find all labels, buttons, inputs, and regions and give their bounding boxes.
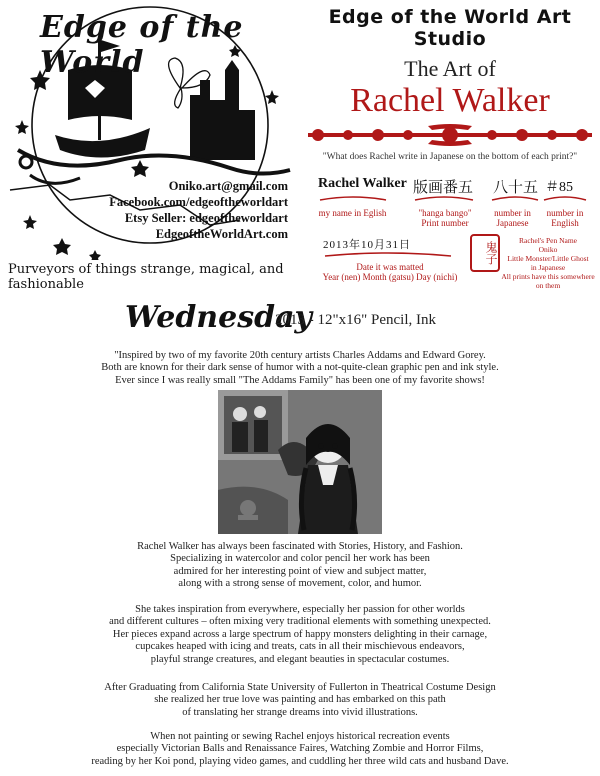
sig-en-number-label: number in English	[546, 208, 584, 228]
sig-date-underline	[323, 252, 453, 260]
art-of-label: The Art of	[404, 56, 496, 81]
sig-hanga-label: "hanga bango" Print number	[418, 208, 472, 228]
sig-en-number-word: ＃85	[545, 180, 573, 195]
sig-jp-number-underline	[490, 196, 540, 204]
studio-title: Edge of the World Art Studio	[328, 6, 572, 50]
contact-website[interactable]: EdgeoftheWorldArt.com	[155, 227, 288, 241]
sig-date-label: Date it was matted Year (nen) Month (gatsu) Day (nichi)	[322, 262, 458, 282]
bio-paragraph-1: Rachel Walker has always been fascinated with Stories, History, and Fashion. Specializing in watercolor and color pencil her work has been admired for her interesting point of view and subject matter, along with a strong sense of movement, color, and humor.	[137, 541, 463, 590]
logo-title: Edge of the World	[40, 10, 244, 80]
sig-seal-label: Rachel's Pen Name Oniko Little Monster/Little Ghost in Japanese All prints have this somewhere on them	[501, 236, 595, 290]
tagline: Purveyors of things strange, magical, and fashionable	[8, 262, 284, 292]
sig-jp-number-label: number in Japanese	[494, 208, 531, 228]
sig-name-label: my name in Eglish	[318, 208, 387, 218]
bio-paragraph-3: After Graduating from California State University of Fullerton in Theatrical Costume Design she realized her true love was painting and has embarked on this path of translating her strange dreams into vivid illustrations.	[104, 682, 496, 718]
contact-facebook[interactable]: Facebook.com/edgeoftheworldart	[109, 195, 288, 209]
artwork-drawing	[218, 390, 382, 534]
work-details: 2013 - 12"x16" Pencil, Ink	[275, 312, 436, 328]
sig-jp-number-word: 八十五	[493, 180, 539, 196]
contact-email[interactable]: Oniko.art@gmail.com	[168, 179, 288, 193]
contact-etsy	[125, 210, 288, 226]
work-title: Wednesday	[125, 300, 312, 335]
sig-name-word: Rachel Walker	[318, 176, 407, 191]
sig-hanga-word: 版画番五	[413, 180, 474, 196]
seal-stamp: 鬼子	[470, 234, 500, 272]
sig-date-word: 2013年10月31日	[323, 239, 411, 251]
signature-question: "What does Rachel write in Japanese on the bottom of each print?"	[322, 152, 578, 162]
studio-logo	[0, 0, 300, 290]
bio-paragraph-2: She takes inspiration from everywhere, especially her passion for other worlds and different cultures – often mixing very traditional elements with something unexpected. Her pieces expand across a large spectrum of happy monsters delighting in their carnage, cupcakes heaped with icing and treats, cats in all their mischievous endeavors, playful strange creatures, and elegant beauties in spectacular costumes.	[109, 604, 491, 665]
artist-quote: "Inspired by two of my favorite 20th century artists Charles Addams and Edward Gorey. Both are known for their dark sense of humor with a not-quite-clean graphic pen and ink style. Ever since I was really small "The Addams Family" has been one of my favorite shows!	[101, 350, 499, 386]
etsy-value[interactable]: edgeoftheworldart	[189, 211, 288, 225]
artwork-image	[218, 390, 382, 534]
artist-name: Rachel Walker	[350, 82, 550, 119]
sig-hanga-underline	[413, 196, 475, 204]
ornamental-divider	[308, 124, 592, 146]
bio-paragraph-4: When not painting or sewing Rachel enjoys historical recreation events especially Victorian Balls and Renaissance Faires, Watching Zombie and Horror Films, reading by her Koi pond, playing video games, and cuddling her three wild cats and husband Dave.	[91, 731, 509, 767]
sig-en-number-underline	[542, 196, 588, 204]
sig-name-underline	[318, 196, 388, 204]
etsy-label: Etsy Seller:	[124, 211, 187, 225]
